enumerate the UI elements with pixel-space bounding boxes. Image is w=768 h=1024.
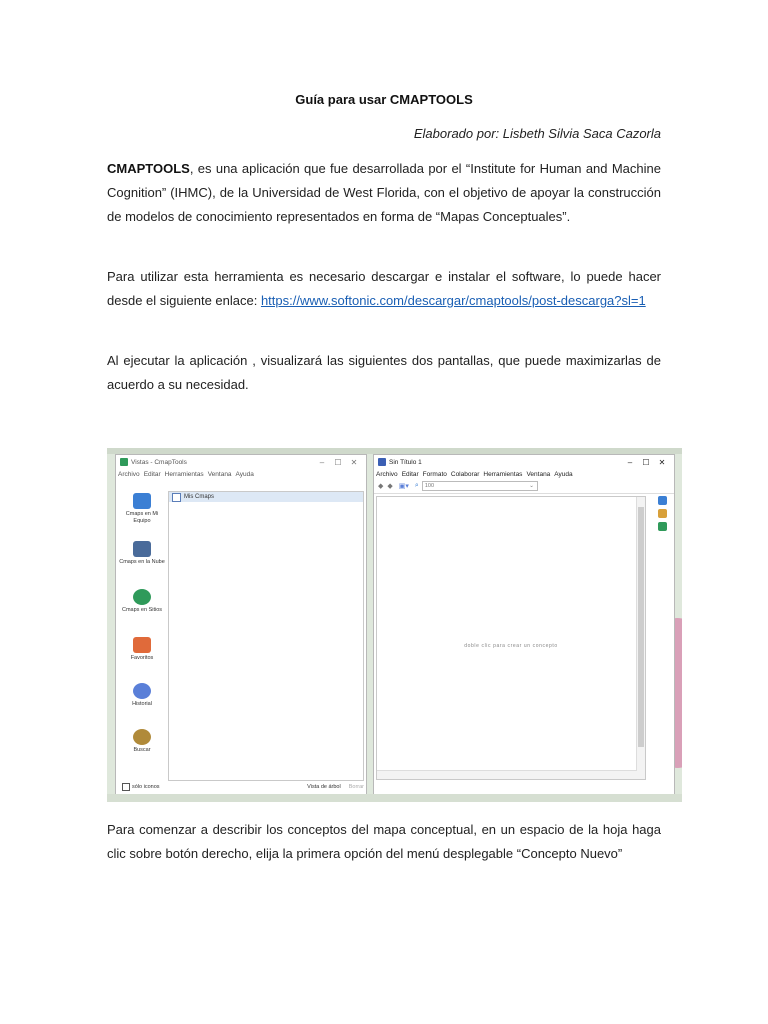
menu-editar[interactable]: Editar [401,470,419,478]
zoom-select[interactable] [422,481,538,491]
sidebar-label: Cmaps en Sitios [121,607,163,613]
editor-window-title: Sin Título 1 [389,458,422,466]
close-icon[interactable]: ✕ [658,457,666,467]
menu-herramientas[interactable]: Herramientas [483,470,523,478]
menu-archivo[interactable]: Archivo [118,470,140,478]
views-menubar [116,469,366,479]
globe-icon [133,589,151,605]
cmaps-tree-pane [168,491,364,781]
download-link[interactable]: https://www.softonic.com/descargar/cmaptools/post-descarga?sl=1 [260,293,646,308]
tree-item-my-cmaps[interactable] [169,492,363,502]
paragraph-download-text: Para utilizar esta herramienta es necesario descargar e instalar el software, lo puede hacer desde el siguiente enlace: [107,269,661,308]
sidebar-item-favorites[interactable] [118,637,166,662]
delete-button[interactable]: Borrar [348,784,364,790]
menu-ventana[interactable]: Ventana [526,470,551,478]
minimize-icon[interactable]: – [319,457,325,467]
link-tool-icon[interactable] [658,509,667,518]
tree-view-button[interactable]: Vista de árbol [307,784,341,790]
maximize-icon[interactable]: ☐ [642,457,650,467]
editor-side-tools [656,496,670,535]
sidebar-label: Buscar [133,747,151,753]
views-sidebar [118,491,166,779]
sidebar-item-search[interactable] [118,729,166,754]
figure-bottom-strip [107,794,682,802]
search-icon [133,729,151,745]
cmaptools-bold: CMAPTOOLS [107,161,190,176]
document-title: Guía para usar CMAPTOOLS [295,92,473,107]
menu-archivo[interactable]: Archivo [376,470,398,478]
vertical-scrollbar[interactable] [636,497,645,779]
sidebar-label: Favoritos [130,655,154,661]
menu-herramientas[interactable]: Herramientas [164,470,204,478]
menu-ayuda[interactable]: Ayuda [235,470,254,478]
menu-ventana[interactable]: Ventana [207,470,232,478]
horizontal-scrollbar[interactable] [377,770,637,779]
add-tool-icon[interactable] [658,522,667,531]
back-arrow-icon[interactable]: ◆ [378,483,384,490]
menu-editar[interactable]: Editar [143,470,161,478]
favorites-icon [133,637,151,653]
editor-toolbar [374,479,674,494]
paragraph-download [107,265,661,313]
style-tool-icon[interactable] [658,496,667,505]
editor-menubar [374,469,674,479]
forward-arrow-icon[interactable]: ◆ [387,483,393,490]
views-window-title: Vistas - CmapTools [131,458,187,466]
sidebar-item-my-computer[interactable] [118,493,166,525]
minimize-icon[interactable]: – [627,457,633,467]
views-body [116,481,366,779]
icons-only-label: sólo iconos [132,784,160,790]
icons-only-checkbox[interactable] [122,783,130,791]
cmaptools-app-icon [120,458,128,466]
view-icon[interactable]: ▣▾ [398,483,409,490]
views-statusbar [116,781,370,793]
sidebar-item-sites[interactable] [118,589,166,614]
close-icon[interactable]: ✕ [350,457,358,467]
folder-icon [172,493,181,502]
editor-app-icon [378,458,386,466]
maximize-icon[interactable]: ☐ [334,457,342,467]
paragraph-instructions: Para comenzar a describir los conceptos del mapa conceptual, en un espacio de la hoja haga clic sobre botón derecho, elija la primera opción del menú desplegable “Concepto Nuevo” [107,822,661,861]
zoom-value: 100 [424,483,435,489]
menu-formato[interactable]: Formato [422,470,447,478]
network-icon [133,541,151,557]
sidebar-item-cloud[interactable] [118,541,166,566]
scrollbar-thumb[interactable] [638,507,644,747]
history-icon [133,683,151,699]
sidebar-label: Cmaps en la Nube [119,559,165,565]
document-author: Elaborado por: Lisbeth Silvia Saca Cazorla [413,126,661,141]
chevron-down-icon: ⌄ [529,483,534,489]
concept-map-canvas[interactable] [376,496,646,780]
sidebar-label: Historial [132,701,152,707]
paragraph-execute: Al ejecutar la aplicación , visualizará las siguientes dos pantallas, que puede maximizarlas de acuerdo a su necesidad. [107,353,661,392]
views-titlebar [116,455,366,469]
computer-icon [133,493,151,509]
zoom-icon[interactable]: ⌕ [414,482,419,489]
canvas-hint: doble clic para crear un concepto [464,643,558,649]
menu-ayuda[interactable]: Ayuda [554,470,573,478]
tree-item-label: Mis Cmaps [184,494,215,500]
cmaptools-screenshot [107,448,682,802]
paragraph-intro [107,157,661,229]
map-editor-window [373,454,675,796]
editor-titlebar [374,455,674,469]
views-window [115,454,367,796]
paragraph-intro-text: , es una aplicación que fue desarrollada por el “Institute for Human and Machine Cognition” (IHMC), de la Universidad de West Florida, con el objetivo de apoyar la construcción de modelos de conocimiento representados en forma de “Mapas Conceptuales”. [107,161,661,224]
sidebar-item-history[interactable] [118,683,166,708]
sidebar-label: Cmaps en Mi Equipo [125,511,159,524]
menu-colaborar[interactable]: Colaborar [450,470,480,478]
